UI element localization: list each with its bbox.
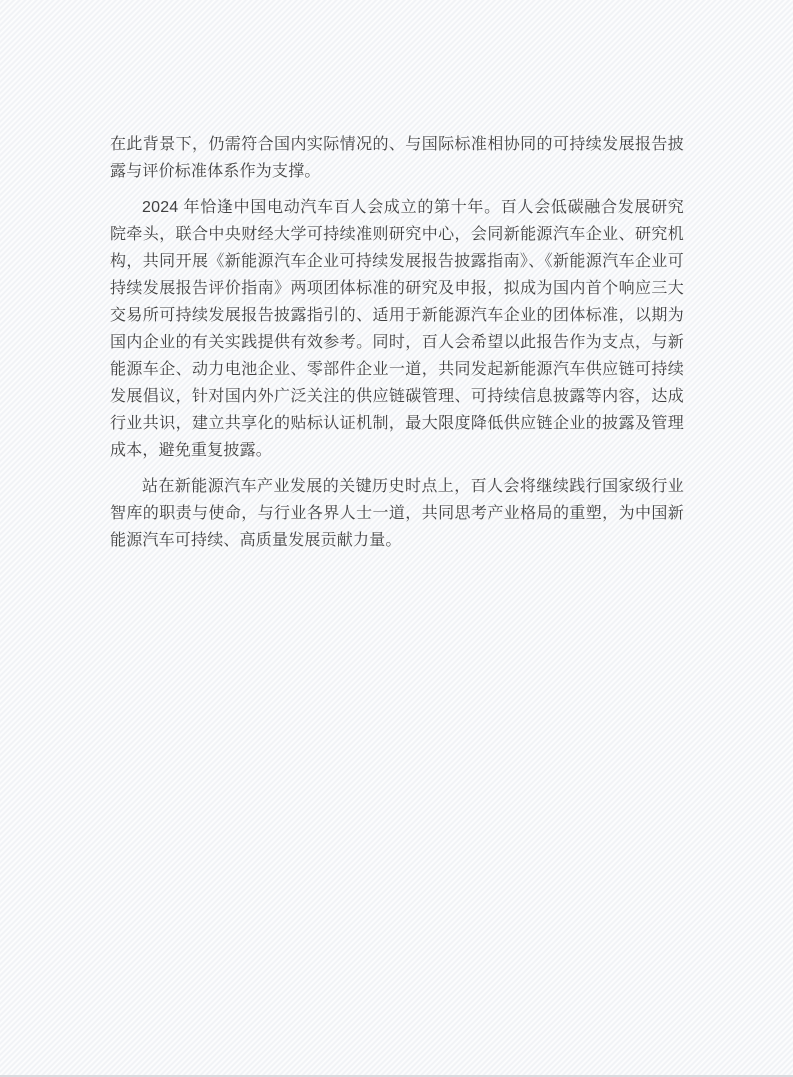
paragraph-closing-commitment: 站在新能源汽车产业发展的关键历史时点上，百人会将继续践行国家级行业智库的职责与使命，与行业各界人士一道，共同思考产业格局的重塑，为中国新能源汽车可持续、高质量发展贡献力量。 <box>110 478 684 549</box>
page-text-content <box>110 131 684 554</box>
paragraph-2024-standards-initiative: 2024 年恰逢中国电动汽车百人会成立的第十年。百人会低碳融合发展研究院牵头，联合中央财经大学可持续准则研究中心，会同新能源汽车企业、研究机构，共同开展《新能源汽车企业可持续发展报告披露指南》、《新能源汽车企业可持续发展报告评价指南》两项团体标准的研究及申报，拟成为国内首个响应三大交易所可持续发展报告披露指引的、适用于新能源汽车企业的团体标准，以期为国内企业的有关实践提供有效参考。同时，百人会希望以此报告作为支点，与新能源车企、动力电池企业、零部件企业一道，共同发起新能源汽车供应链可持续发展倡议，针对国内外广泛关注的供应链碳管理、可持续信息披露等内容，达成行业共识，建立共享化的贴标认证机制，最大限度降低供应链企业的披露及管理成本，避免重复披露。 <box>110 199 684 459</box>
paragraph-background-support: 在此背景下，仍需符合国内实际情况的、与国际标准相协同的可持续发展报告披露与评价标准体系作为支撑。 <box>110 136 684 180</box>
